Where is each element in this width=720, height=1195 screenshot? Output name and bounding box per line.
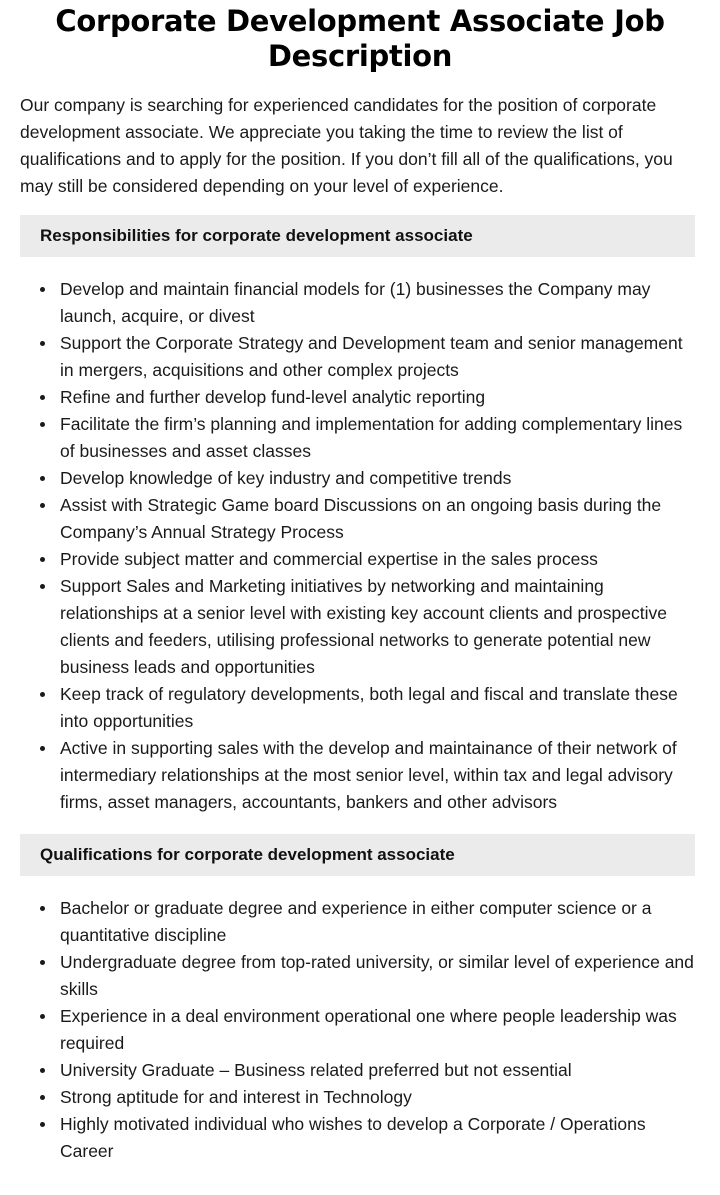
bullet-icon: [40, 1014, 45, 1019]
list-item-text: Highly motivated individual who wishes to develop a Corporate / Operations Career: [60, 1114, 646, 1161]
list-item-text: Keep track of regulatory developments, both legal and fiscal and translate these into opportunities: [60, 684, 678, 731]
list-item-text: Assist with Strategic Game board Discussions on an ongoing basis during the Company’s Annual Strategy Process: [60, 495, 662, 542]
list-item: [60, 465, 700, 492]
bullet-icon: [40, 395, 45, 400]
list-item: [60, 1111, 700, 1165]
list-item: [60, 276, 700, 330]
list-item-text: Develop knowledge of key industry and competitive trends: [60, 468, 512, 488]
bullet-icon: [40, 1095, 45, 1100]
list-item: [60, 1003, 700, 1057]
list-item: [60, 1057, 700, 1084]
list-item: [60, 330, 700, 384]
page-title: Corporate Development Associate Job Description: [55, 4, 665, 73]
list-item-text: Support the Corporate Strategy and Development team and senior management in mergers, acquisitions and other complex projects: [60, 333, 683, 380]
bullet-icon: [40, 960, 45, 965]
bullet-icon: [40, 906, 45, 911]
bullet-icon: [40, 1068, 45, 1073]
bullet-icon: [40, 287, 45, 292]
list-item: [60, 681, 700, 735]
qualifications-heading: Qualifications for corporate development associate: [20, 834, 695, 876]
bullet-icon: [40, 422, 45, 427]
list-item: [60, 546, 700, 573]
list-item: [60, 573, 700, 681]
intro-paragraph: Our company is searching for experienced candidates for the position of corporate development associate. We appreciate you taking the time to review the list of qualifications and to apply for the position. If you don’t fill all of the qualifications, you may still be considered depending on your level of experience.: [20, 95, 673, 196]
list-item: [60, 895, 700, 949]
list-item: [60, 949, 700, 1003]
list-item-text: Provide subject matter and commercial expertise in the sales process: [60, 549, 598, 569]
bullet-icon: [40, 503, 45, 508]
list-item-text: Develop and maintain financial models for (1) businesses the Company may launch, acquire, or divest: [60, 279, 651, 326]
list-item-text: University Graduate – Business related preferred but not essential: [60, 1060, 572, 1080]
bullet-icon: [40, 557, 45, 562]
bullet-icon: [40, 746, 45, 751]
qualifications-list: [20, 895, 700, 1165]
bullet-icon: [40, 1122, 45, 1127]
list-item-text: Active in supporting sales with the develop and maintainance of their network of intermediary relationships at the most senior level, within tax and legal advisory firms, asset managers, accountants, bankers and other advisors: [60, 738, 677, 812]
bullet-icon: [40, 584, 45, 589]
bullet-icon: [40, 692, 45, 697]
list-item-text: Facilitate the firm’s planning and implementation for adding complementary lines of businesses and asset classes: [60, 414, 683, 461]
list-item: [60, 492, 700, 546]
list-item-text: Strong aptitude for and interest in Technology: [60, 1087, 412, 1107]
bullet-icon: [40, 476, 45, 481]
list-item: [60, 1084, 700, 1111]
list-item: [60, 411, 700, 465]
bullet-icon: [40, 341, 45, 346]
list-item: [60, 735, 700, 816]
list-item-text: Bachelor or graduate degree and experience in either computer science or a quantitative discipline: [60, 898, 652, 945]
responsibilities-list: [20, 276, 700, 816]
list-item-text: Refine and further develop fund-level analytic reporting: [60, 387, 486, 407]
responsibilities-heading: Responsibilities for corporate development associate: [20, 215, 695, 257]
list-item: [60, 384, 700, 411]
list-item-text: Undergraduate degree from top-rated university, or similar level of experience and skills: [60, 952, 694, 999]
list-item-text: Support Sales and Marketing initiatives by networking and maintaining relationships at a senior level with existing key account clients and prospective clients and feeders, utilising professional networks to generate potential new business leads and opportunities: [60, 576, 667, 677]
list-item-text: Experience in a deal environment operational one where people leadership was required: [60, 1006, 677, 1053]
